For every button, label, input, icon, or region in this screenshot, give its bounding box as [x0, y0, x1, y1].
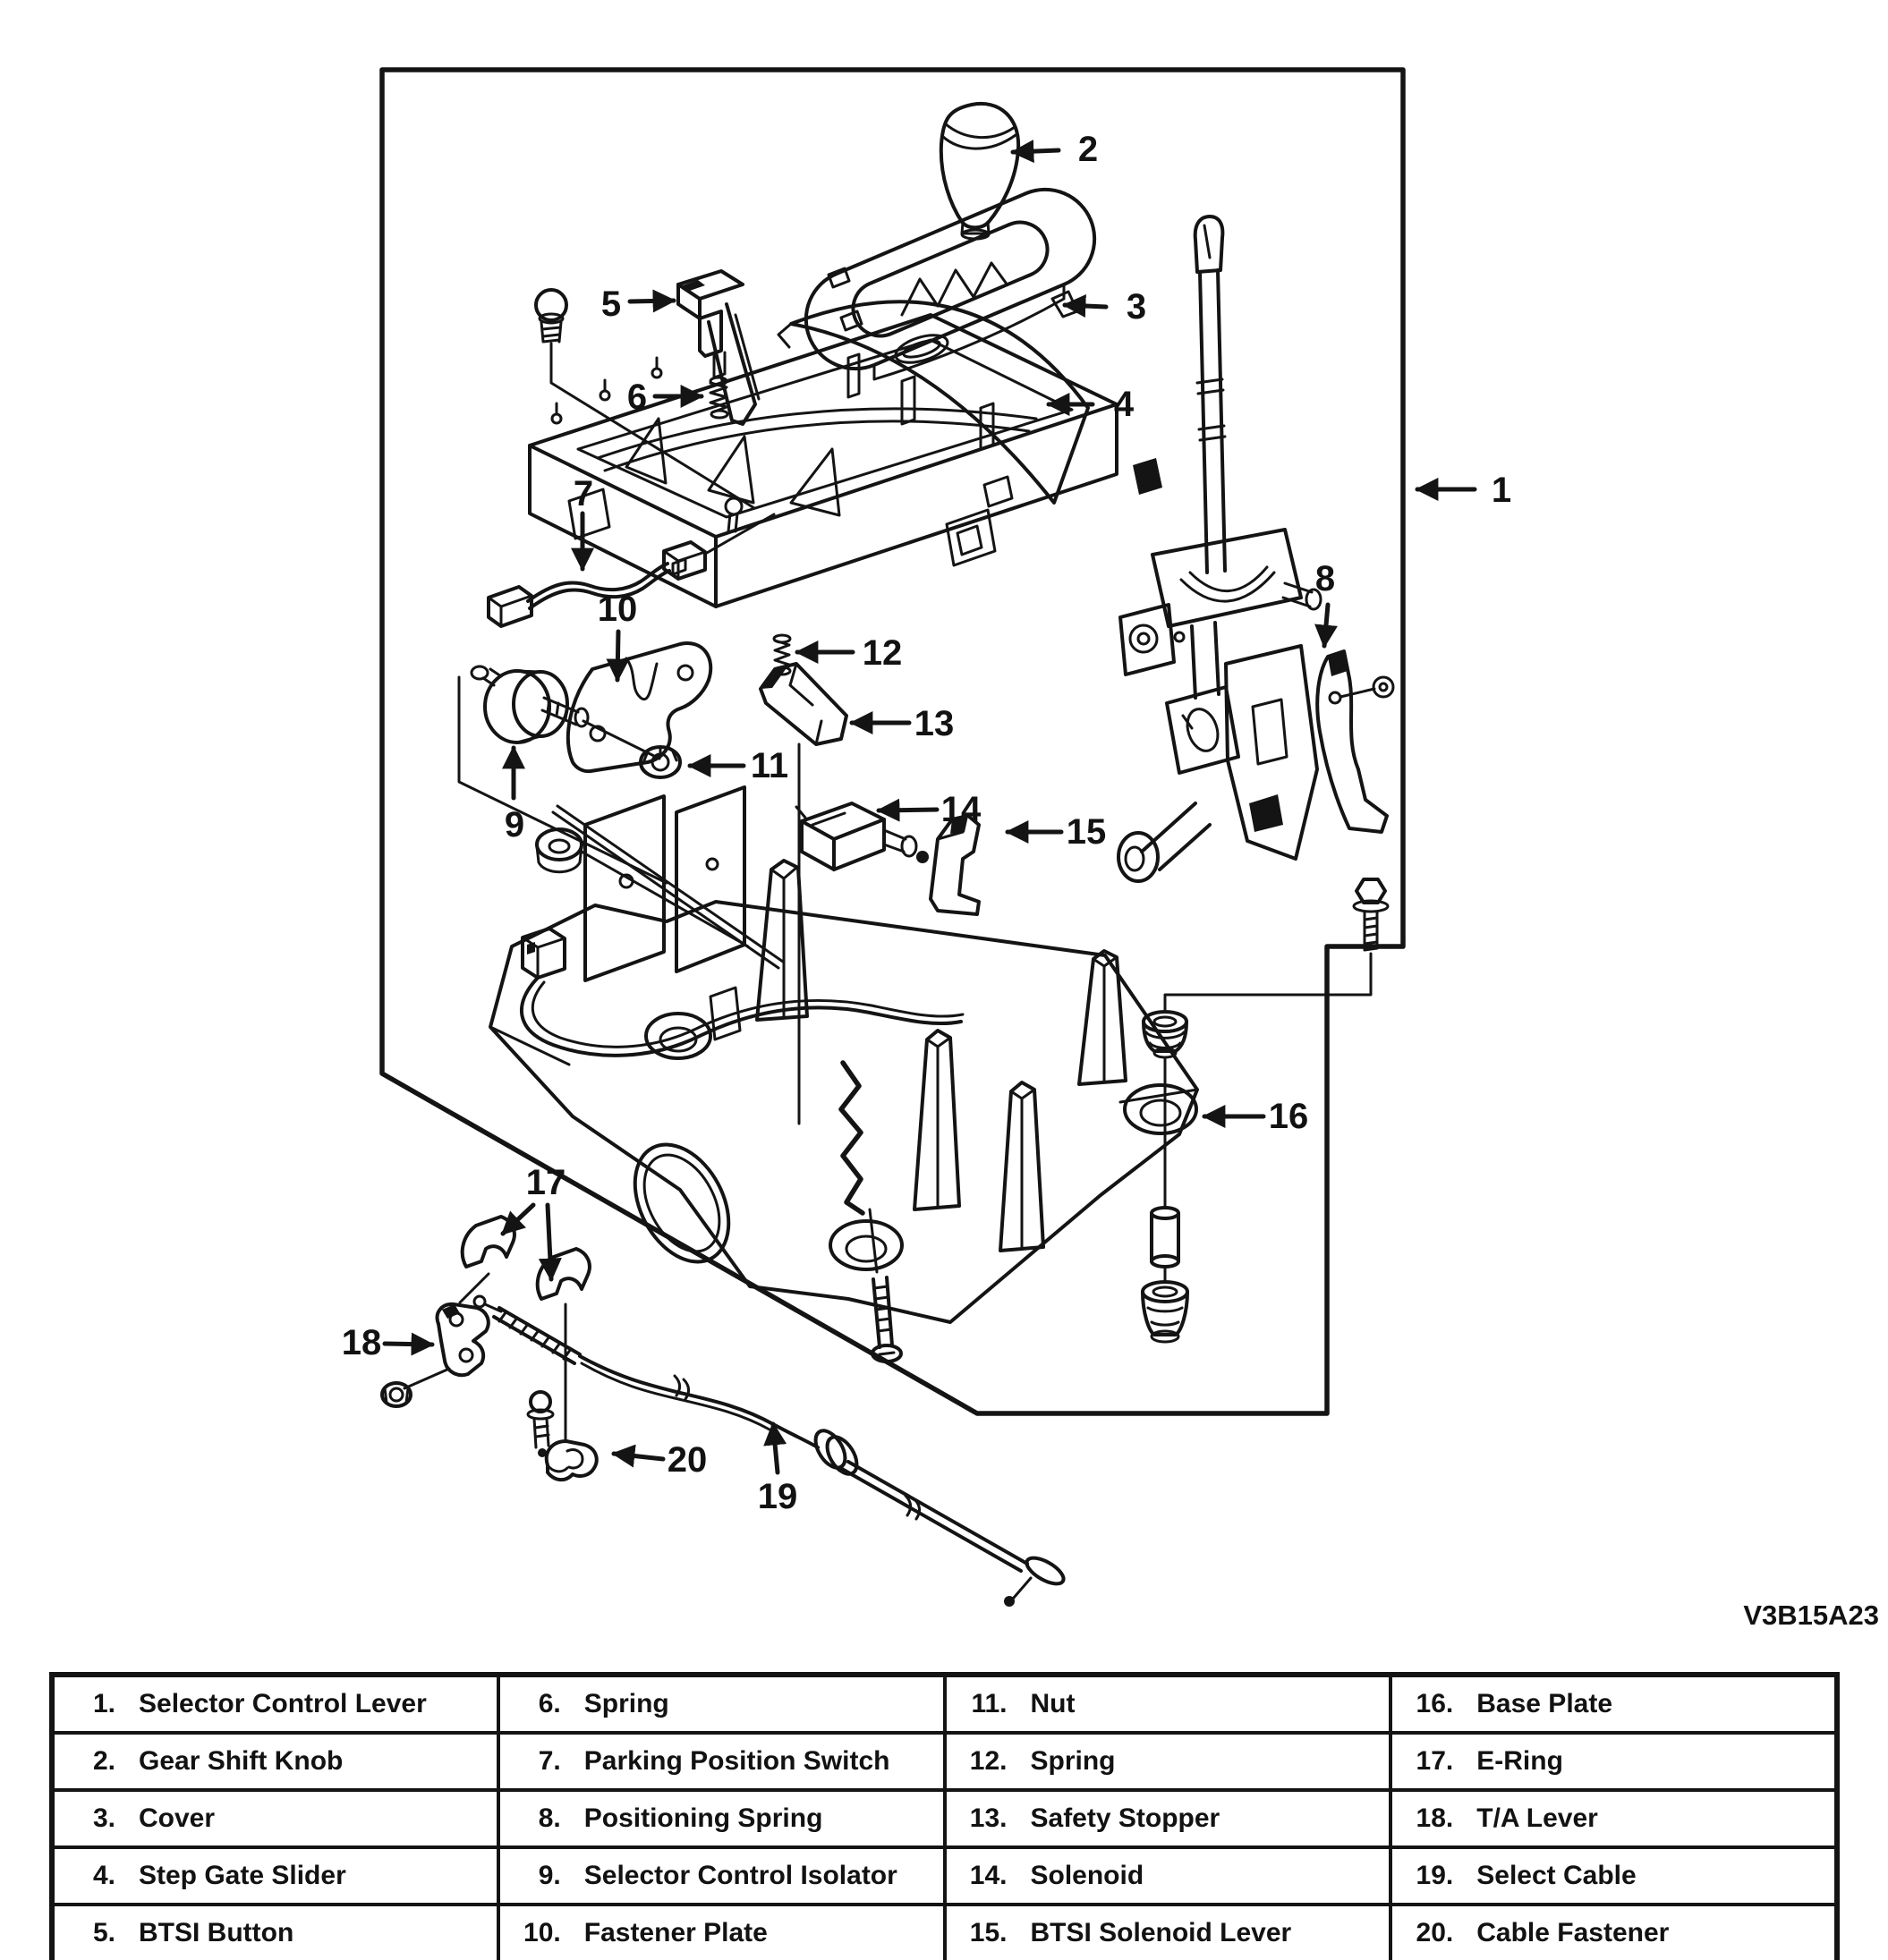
callout-5-number: 5 — [600, 284, 622, 324]
callout-layer — [342, 130, 1511, 1516]
part-entry-17 — [1390, 1733, 1837, 1790]
callout-8-arrow — [1324, 605, 1328, 646]
part-number: 16. — [1416, 1689, 1454, 1718]
callout-12-number: 12 — [862, 633, 903, 673]
part-label: Spring — [1030, 1746, 1116, 1776]
part-number: 1. — [92, 1689, 115, 1718]
part-number: 13. — [969, 1803, 1008, 1833]
part-entry-19 — [1390, 1847, 1837, 1905]
callout-6-number: 6 — [626, 378, 648, 417]
callout-16-number: 16 — [1268, 1097, 1309, 1136]
part-number: 20. — [1416, 1918, 1454, 1947]
part-btsi-solenoid-lever — [931, 816, 979, 914]
part-label: Cable Fastener — [1476, 1918, 1670, 1947]
part-number: 18. — [1416, 1803, 1454, 1833]
parts-table — [49, 1672, 1840, 1960]
callout-10-number: 10 — [597, 590, 638, 629]
part-label: Solenoid — [1030, 1861, 1144, 1890]
callout-18-arrow — [385, 1344, 432, 1345]
part-label: Select Cable — [1476, 1861, 1637, 1890]
figure-code: V3B15A23 — [1743, 1599, 1879, 1631]
callout-3-number: 3 — [1126, 287, 1147, 327]
callout-3-arrow — [1065, 305, 1106, 307]
part-safety-stopper — [761, 664, 846, 744]
part-gear-shift-knob — [941, 104, 1018, 239]
part-number: 9. — [538, 1861, 561, 1890]
part-positioning-spring — [1317, 651, 1393, 832]
part-selector-control-isolator — [459, 666, 667, 883]
callout-11-number: 11 — [750, 746, 789, 785]
part-solenoid — [796, 803, 929, 870]
assembly-outline — [382, 70, 1403, 1413]
part-cable-assembly — [382, 1217, 1067, 1607]
part-label: Positioning Spring — [583, 1803, 823, 1833]
parts-table-row — [52, 1790, 1837, 1847]
part-number: 7. — [538, 1746, 561, 1776]
callout-18-number: 18 — [341, 1323, 382, 1362]
part-entry-10 — [498, 1905, 945, 1960]
part-number: 6. — [538, 1689, 561, 1718]
part-entry-2 — [52, 1733, 498, 1790]
callout-20-number: 20 — [667, 1440, 708, 1480]
part-entry-16 — [1390, 1675, 1837, 1733]
part-label: Gear Shift Knob — [139, 1746, 344, 1776]
part-number: 4. — [92, 1861, 115, 1890]
part-entry-8 — [498, 1790, 945, 1847]
callout-19-number: 19 — [757, 1477, 798, 1516]
callout-17-number: 17 — [525, 1163, 566, 1202]
part-entry-6 — [498, 1675, 945, 1733]
part-label: Selector Control Isolator — [583, 1861, 897, 1890]
part-label: Parking Position Switch — [583, 1746, 890, 1776]
part-label: Fastener Plate — [583, 1918, 768, 1947]
parts-table-row — [52, 1847, 1837, 1905]
part-step-gate-slider — [778, 301, 1088, 503]
part-spring-upper — [710, 378, 727, 418]
callout-20-arrow — [614, 1454, 663, 1459]
parts-table-row — [52, 1675, 1837, 1733]
part-entry-15 — [945, 1905, 1391, 1960]
callout-10-arrow — [617, 632, 618, 680]
part-label: Nut — [1030, 1689, 1076, 1718]
part-label: BTSI Solenoid Lever — [1030, 1918, 1292, 1947]
callout-8-number: 8 — [1314, 559, 1336, 598]
part-label: Cover — [139, 1803, 216, 1833]
part-number: 19. — [1416, 1861, 1454, 1890]
part-entry-4 — [52, 1847, 498, 1905]
callout-2-number: 2 — [1077, 130, 1099, 169]
part-label: E-Ring — [1476, 1746, 1563, 1776]
callout-13-number: 13 — [914, 704, 955, 743]
callout-15-number: 15 — [1066, 812, 1107, 852]
part-entry-7 — [498, 1733, 945, 1790]
part-number: 15. — [969, 1918, 1008, 1947]
callout-2-arrow — [1013, 150, 1059, 152]
part-number: 10. — [523, 1918, 561, 1947]
part-entry-1 — [52, 1675, 498, 1733]
callout-17-arrow — [548, 1205, 551, 1279]
part-label: Step Gate Slider — [139, 1861, 346, 1890]
part-number: 5. — [92, 1918, 115, 1947]
part-entry-12 — [945, 1733, 1391, 1790]
callout-14-number: 14 — [940, 790, 982, 829]
part-spring-lower — [774, 635, 799, 1124]
part-entry-13 — [945, 1790, 1391, 1847]
part-label: BTSI Button — [139, 1918, 294, 1947]
part-entry-5 — [52, 1905, 498, 1960]
part-number: 17. — [1416, 1746, 1454, 1776]
part-entry-18 — [1390, 1790, 1837, 1847]
part-entry-20 — [1390, 1905, 1837, 1960]
callout-9-number: 9 — [504, 805, 525, 844]
part-number: 2. — [92, 1746, 115, 1776]
parts-table-row — [52, 1905, 1837, 1960]
callout-19-arrow — [773, 1424, 778, 1472]
part-number: 12. — [969, 1746, 1008, 1776]
part-label: Safety Stopper — [1030, 1803, 1220, 1833]
part-label: Selector Control Lever — [139, 1689, 427, 1718]
part-label: T/A Lever — [1476, 1803, 1598, 1833]
parts-table-row — [52, 1733, 1837, 1790]
callout-4-number: 4 — [1113, 385, 1135, 424]
part-entry-3 — [52, 1790, 498, 1847]
part-label: Base Plate — [1476, 1689, 1613, 1718]
part-entry-9 — [498, 1847, 945, 1905]
part-entry-14 — [945, 1847, 1391, 1905]
callout-7-number: 7 — [573, 474, 594, 513]
part-entry-11 — [945, 1675, 1391, 1733]
part-selector-control-lever — [1118, 216, 1321, 881]
part-number: 11. — [971, 1689, 1008, 1718]
callout-1-number: 1 — [1491, 471, 1512, 510]
part-number: 3. — [92, 1803, 115, 1833]
part-number: 8. — [538, 1803, 561, 1833]
part-label: Spring — [583, 1689, 669, 1718]
part-number: 14. — [969, 1861, 1008, 1890]
part-fastener-plate — [568, 643, 710, 771]
